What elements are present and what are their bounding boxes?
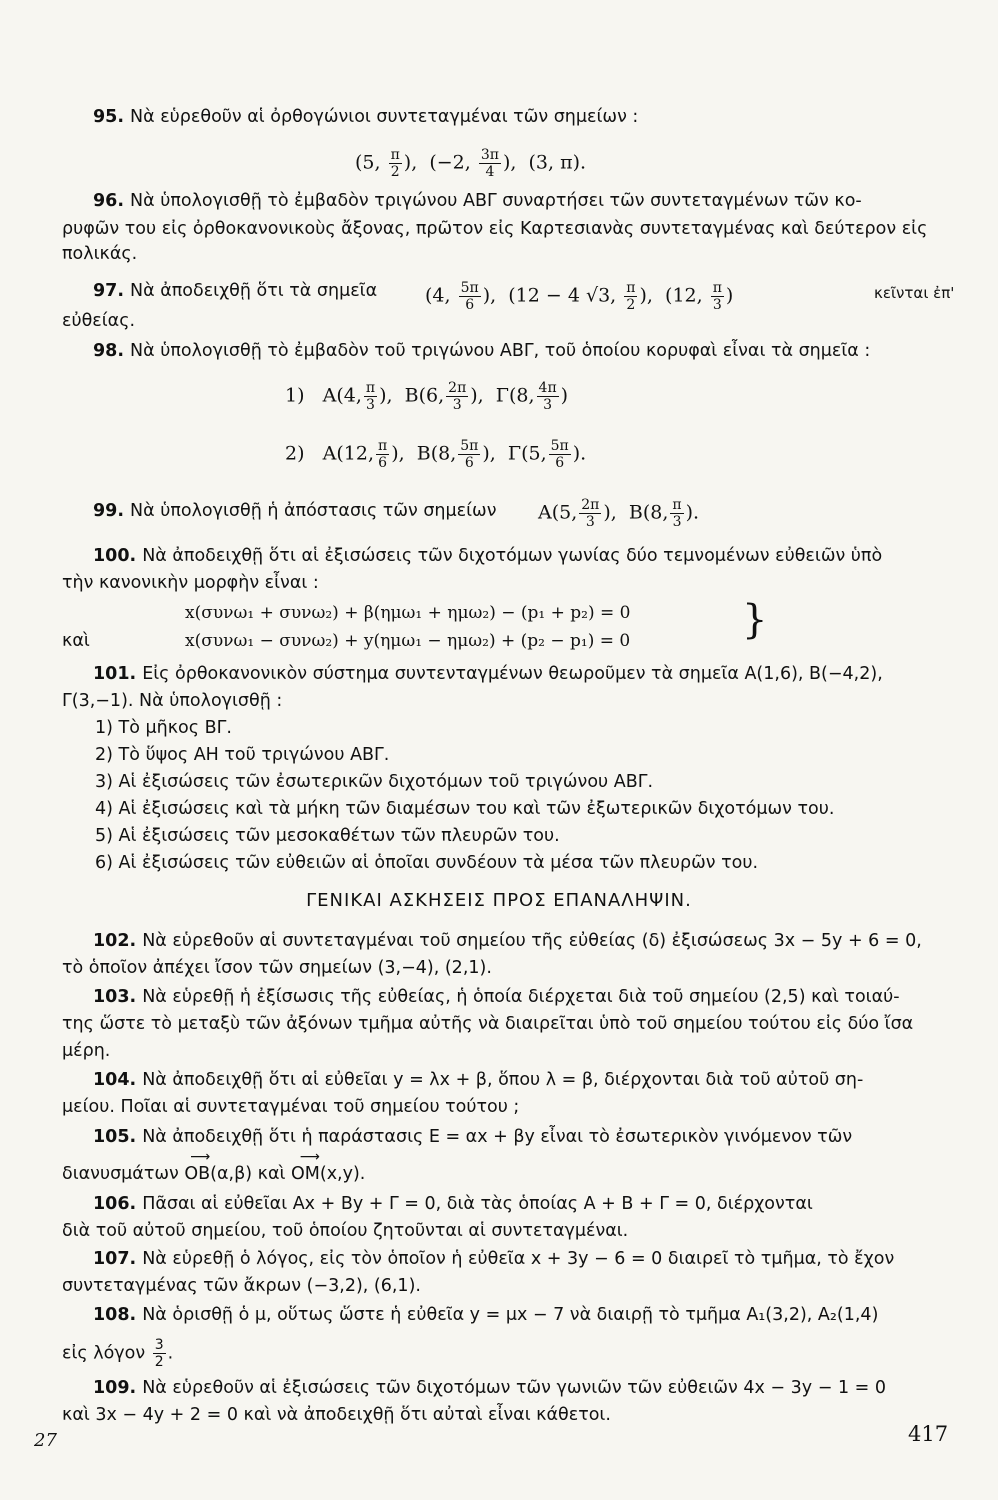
math-part: ), xyxy=(639,284,653,307)
exercise-number: 101. xyxy=(93,664,137,684)
exercise-number: 105. xyxy=(93,1127,137,1147)
exercise-text: Εἰς ὀρθοκανονικὸν σύστημα συντενταγμένων θεωροῦμεν τὰ σημεῖα Α(1,6), Β(−4,2), xyxy=(142,664,883,684)
exercise-107-line1 xyxy=(93,1248,954,1270)
exercise-number: 96. xyxy=(93,191,125,211)
exercise-text: Νὰ ἀποδειχθῇ ὅτι αἱ εὐθεῖαι y = λx + β, ὅπου λ = β, διέρχονται διὰ τοῦ αὐτοῦ ση- xyxy=(142,1070,864,1090)
text: (x,y). xyxy=(319,1164,366,1184)
exercise-text: Νὰ εὑρεθοῦν αἱ συντεταγμέναι τοῦ σημείου τῆς εὐθείας (δ) ἐξισώσεως 3x − 5y + 6 = 0, xyxy=(142,931,922,951)
exercise-105-line2 xyxy=(62,1149,954,1185)
exercise-text: Νὰ ὑπολογισθῇ τὸ ἐμβαδὸν τριγώνου ΑΒΓ συναρτήσει τῶν συντεταγμένων τῶν κο- xyxy=(130,191,862,211)
math-part: (12, xyxy=(665,284,703,307)
exercise-103-line3: μέρη. xyxy=(62,1041,111,1061)
point-b: Β(8, xyxy=(416,442,457,465)
page-number: 417 xyxy=(908,1422,949,1446)
point-b: Β(8, xyxy=(628,501,669,524)
exercise-97-line2: εὐθείας. xyxy=(62,311,136,331)
exercise-107-line2: συντεταγμένας τῶν ἄκρων (−3,2), (6,1). xyxy=(62,1276,421,1296)
brace-icon: } xyxy=(742,597,768,643)
exercise-number: 97. xyxy=(93,281,125,301)
kai-label: καὶ xyxy=(62,631,90,651)
equation-1: x(συνω₁ + συνω₂) + β(ημω₁ + ημω₂) − (p₁ + p₂) = 0 xyxy=(185,603,631,623)
vector-ob: ⟶ OB xyxy=(184,1149,211,1184)
exercise-text: Νὰ εὑρεθοῦν αἱ ἐξισώσεις τῶν διχοτόμων τῶν γωνιῶν τῶν εὐθειῶν 4x − 3y − 1 = 0 xyxy=(142,1378,886,1398)
exercise-number: 98. xyxy=(93,341,125,361)
fraction: $\frac{4\pi}{3}$ xyxy=(538,380,557,413)
exercise-number: 99. xyxy=(93,501,125,521)
exercise-108-line1 xyxy=(93,1304,954,1326)
exercise-text: Πᾶσαι αἱ εὐθεῖαι Αx + Βy + Γ = 0, διὰ τὰς ὁποίας Α + Β + Γ = 0, διέρχονται xyxy=(142,1194,813,1214)
fraction: $\frac{5\pi}{6}$ xyxy=(460,438,479,471)
point-a: Α(4, xyxy=(322,384,362,407)
exercise-text: Νὰ ἀποδειχθῇ ὅτι αἱ ἐξισώσεις τῶν διχοτόμων γωνίας δύο τεμνομένων εὐθειῶν ὑπὸ xyxy=(142,546,883,566)
fraction: $\frac{\pi}{2}$ xyxy=(626,280,636,313)
exercise-number: 103. xyxy=(93,987,137,1007)
exercise-number: 109. xyxy=(93,1378,137,1398)
exercise-97-tail: κεῖνται ἐπ' xyxy=(874,284,955,302)
fraction: $\frac{3\pi}{4}$ xyxy=(480,147,499,180)
list-item: 6) Αἱ ἐξισώσεις τῶν εὐθειῶν αἱ ὁποῖαι συνδέουν τὰ μέσα τῶν πλευρῶν του. xyxy=(95,853,759,873)
math-part: (−2, xyxy=(429,151,471,174)
math-part: (4, xyxy=(425,284,451,307)
arrow-icon: ⟶ xyxy=(190,1149,211,1165)
math-part: (12 − 4 xyxy=(508,284,580,307)
exercise-105-line1 xyxy=(93,1126,954,1148)
fraction: $\frac{\pi}{3}$ xyxy=(672,497,682,530)
exercise-98-row1: 1) Α(4, $\frac{\pi}{3}$ ), Β(6, $\frac{2\pi}{3}$ ), Γ(8, $\frac{4\pi}{3}$ ) xyxy=(285,380,569,413)
exercise-101-line1 xyxy=(93,663,954,685)
signature-mark: 27 xyxy=(34,1430,57,1451)
equation-2: x(συνω₁ − συνω₂) + y(ημω₁ − ημω₂) + (p₂ − p₁) = 0 xyxy=(185,631,631,651)
fraction: $\frac{2\pi}{3}$ xyxy=(448,380,467,413)
row-label: 1) xyxy=(285,384,305,407)
point-c: Γ(8, xyxy=(495,384,535,407)
exercise-108-line2 xyxy=(62,1337,954,1370)
list-item: 3) Αἱ ἐξισώσεις τῶν ἐσωτερικῶν διχοτόμων τοῦ τριγώνου ΑΒΓ. xyxy=(95,772,654,792)
exercise-95 xyxy=(93,106,954,128)
fraction: $\frac{2\pi}{3}$ xyxy=(581,497,600,530)
fraction: $\frac{\pi}{2}$ xyxy=(390,147,400,180)
exercise-text: Νὰ ὁρισθῇ ὁ μ, οὕτως ὥστε ἡ εὐθεῖα y = μx − 7 νὰ διαιρῇ τὸ τμῆμα Α₁(3,2), Α₂(1,4) xyxy=(142,1305,879,1325)
point-b: Β(6, xyxy=(404,384,445,407)
point-a: Α(5, xyxy=(538,501,578,524)
fraction: $\frac{\pi}{6}$ xyxy=(378,438,388,471)
fraction: $\frac{5\pi}{6}$ xyxy=(460,280,479,313)
list-item: 4) Αἱ ἐξισώσεις καὶ τὰ μήκη τῶν διαμέσων του καὶ τῶν ἐξωτερικῶν διχοτόμων του. xyxy=(95,799,835,819)
exercise-104-line2: μείου. Ποῖαι αἱ συντεταγμέναι τοῦ σημείου τούτου ; xyxy=(62,1097,520,1117)
text: (α,β) καὶ xyxy=(210,1164,286,1184)
exercise-98-row2: 2) Α(12, $\frac{\pi}{6}$ ), Β(8, $\frac{5\pi}{6}$ ), Γ(5, $\frac{5\pi}{6}$ ). xyxy=(285,438,587,471)
exercise-100-line2: τὴν κανονικὴν μορφὴν εἶναι : xyxy=(62,573,319,593)
exercise-number: 95. xyxy=(93,107,125,127)
fraction: $\frac{5\pi}{6}$ xyxy=(550,438,569,471)
math-part: (5, xyxy=(355,151,381,174)
exercise-text: Νὰ ὑπολογισθῇ τὸ ἐμβαδὸν τοῦ τριγώνου ΑΒΓ, τοῦ ὁποίου κορυφαὶ εἶναι τὰ σημεῖα : xyxy=(130,341,871,361)
math-part: √3, xyxy=(585,284,617,307)
exercise-text: Νὰ εὑρεθοῦν αἱ ὀρθογώνιοι συντεταγμέναι τῶν σημείων : xyxy=(130,107,639,127)
math-part: ), xyxy=(502,151,517,174)
exercise-number: 106. xyxy=(93,1194,137,1214)
exercise-99 xyxy=(93,500,954,522)
exercise-number: 102. xyxy=(93,931,137,951)
fraction: $\frac{3}{2}$ xyxy=(154,1337,164,1370)
exercise-106-line1 xyxy=(93,1193,954,1215)
point-c: Γ(5, xyxy=(507,442,547,465)
exercise-95-points xyxy=(355,147,586,180)
exercise-96-line2: ρυφῶν του εἰς ὀρθοκανονικοὺς ἄξονας, πρῶτον εἰς Καρτεσιανὰς συντεταγμένας καὶ δεύτερον εἰς xyxy=(62,219,928,239)
fraction: $\frac{\pi}{3}$ xyxy=(365,380,376,413)
text: . xyxy=(167,1343,174,1364)
exercise-99-points: Α(5, $\frac{2\pi}{3}$ ), Β(8, $\frac{\pi}{3}$ ). xyxy=(538,497,700,530)
point-a: Α(12, xyxy=(322,442,374,465)
exercise-106-line2: διὰ τοῦ αὐτοῦ σημείου, τοῦ ὁποίου ζητοῦνται αἱ συντεταγμέναι. xyxy=(62,1221,629,1241)
exercise-98 xyxy=(93,340,954,362)
exercise-96-line1 xyxy=(93,190,954,212)
exercise-number: 107. xyxy=(93,1249,137,1269)
exercise-102-line2: τὸ ὁποῖον ἀπέχει ἴσον τῶν σημείων (3,−4), (2,1). xyxy=(62,958,492,978)
exercise-109-line1 xyxy=(93,1377,954,1399)
arrow-icon: ⟶ xyxy=(299,1149,320,1165)
exercise-102-line1 xyxy=(93,930,954,952)
exercise-text: Νὰ ἀποδειχθῇ ὅτι τὰ σημεῖα xyxy=(130,281,378,301)
exercise-number: 100. xyxy=(93,546,137,566)
list-item: 1) Τὸ μῆκος ΒΓ. xyxy=(95,718,232,738)
exercise-103-line2: της ὥστε τὸ μεταξὺ τῶν ἀξόνων τμῆμα αὐτῆς νὰ διαιρεῖται ὑπὸ τοῦ σημείου τούτου εἰς δύο ἴσα xyxy=(62,1014,914,1034)
text: διανυσμάτων xyxy=(62,1164,179,1184)
exercise-text: Νὰ εὑρεθῇ ὁ λόγος, εἰς τὸν ὁποῖον ἡ εὐθεῖα x + 3y − 6 = 0 διαιρεῖ τὸ τμῆμα, τὸ ἔχον xyxy=(142,1249,895,1269)
exercise-96-line3: πολικάς. xyxy=(62,244,138,264)
exercise-109-line2: καὶ 3x − 4y + 2 = 0 καὶ νὰ ἀποδειχθῇ ὅτι αὐταὶ εἶναι κάθετοι. xyxy=(62,1405,611,1425)
math-part: ) xyxy=(725,284,734,307)
row-label: 2) xyxy=(285,442,305,465)
exercise-number: 104. xyxy=(93,1070,137,1090)
exercise-97-points xyxy=(425,280,733,313)
math-part: (3, π). xyxy=(528,151,587,174)
text: εἰς λόγον xyxy=(62,1343,146,1364)
list-item: 2) Τὸ ὕψος ΑΗ τοῦ τριγώνου ΑΒΓ. xyxy=(95,745,390,765)
list-item: 5) Αἱ ἐξισώσεις τῶν μεσοκαθέτων τῶν πλευρῶν του. xyxy=(95,826,560,846)
exercise-100-line1 xyxy=(93,545,954,567)
math-part: ), xyxy=(403,151,418,174)
exercise-text: Νὰ ὑπολογισθῇ ἡ ἀπόστασις τῶν σημείων xyxy=(130,501,497,521)
exercise-104-line1 xyxy=(93,1069,954,1091)
exercise-103-line1 xyxy=(93,986,954,1008)
exercise-number: 108. xyxy=(93,1305,137,1325)
section-heading: ΓΕΝΙΚΑΙ ΑΣΚΗΣΕΙΣ ΠΡΟΣ ΕΠΑΝΑΛΗΨΙΝ. xyxy=(306,890,692,911)
exercise-101-line2: Γ(3,−1). Νὰ ὑπολογισθῇ : xyxy=(62,691,283,711)
math-part: ), xyxy=(482,284,497,307)
vector-om: ⟶ OM xyxy=(291,1149,320,1184)
fraction: $\frac{\pi}{3}$ xyxy=(712,280,722,313)
exercise-text: Νὰ εὑρεθῇ ἡ ἐξίσωσις τῆς εὐθείας, ἡ ὁποία διέρχεται διὰ τοῦ σημείου (2,5) καὶ τοιαύ- xyxy=(142,987,900,1007)
exercise-text: Νὰ ἀποδειχθῇ ὅτι ἡ παράστασις Ε = αx + βy εἶναι τὸ ἐσωτερικὸν γινόμενον τῶν xyxy=(142,1127,853,1147)
